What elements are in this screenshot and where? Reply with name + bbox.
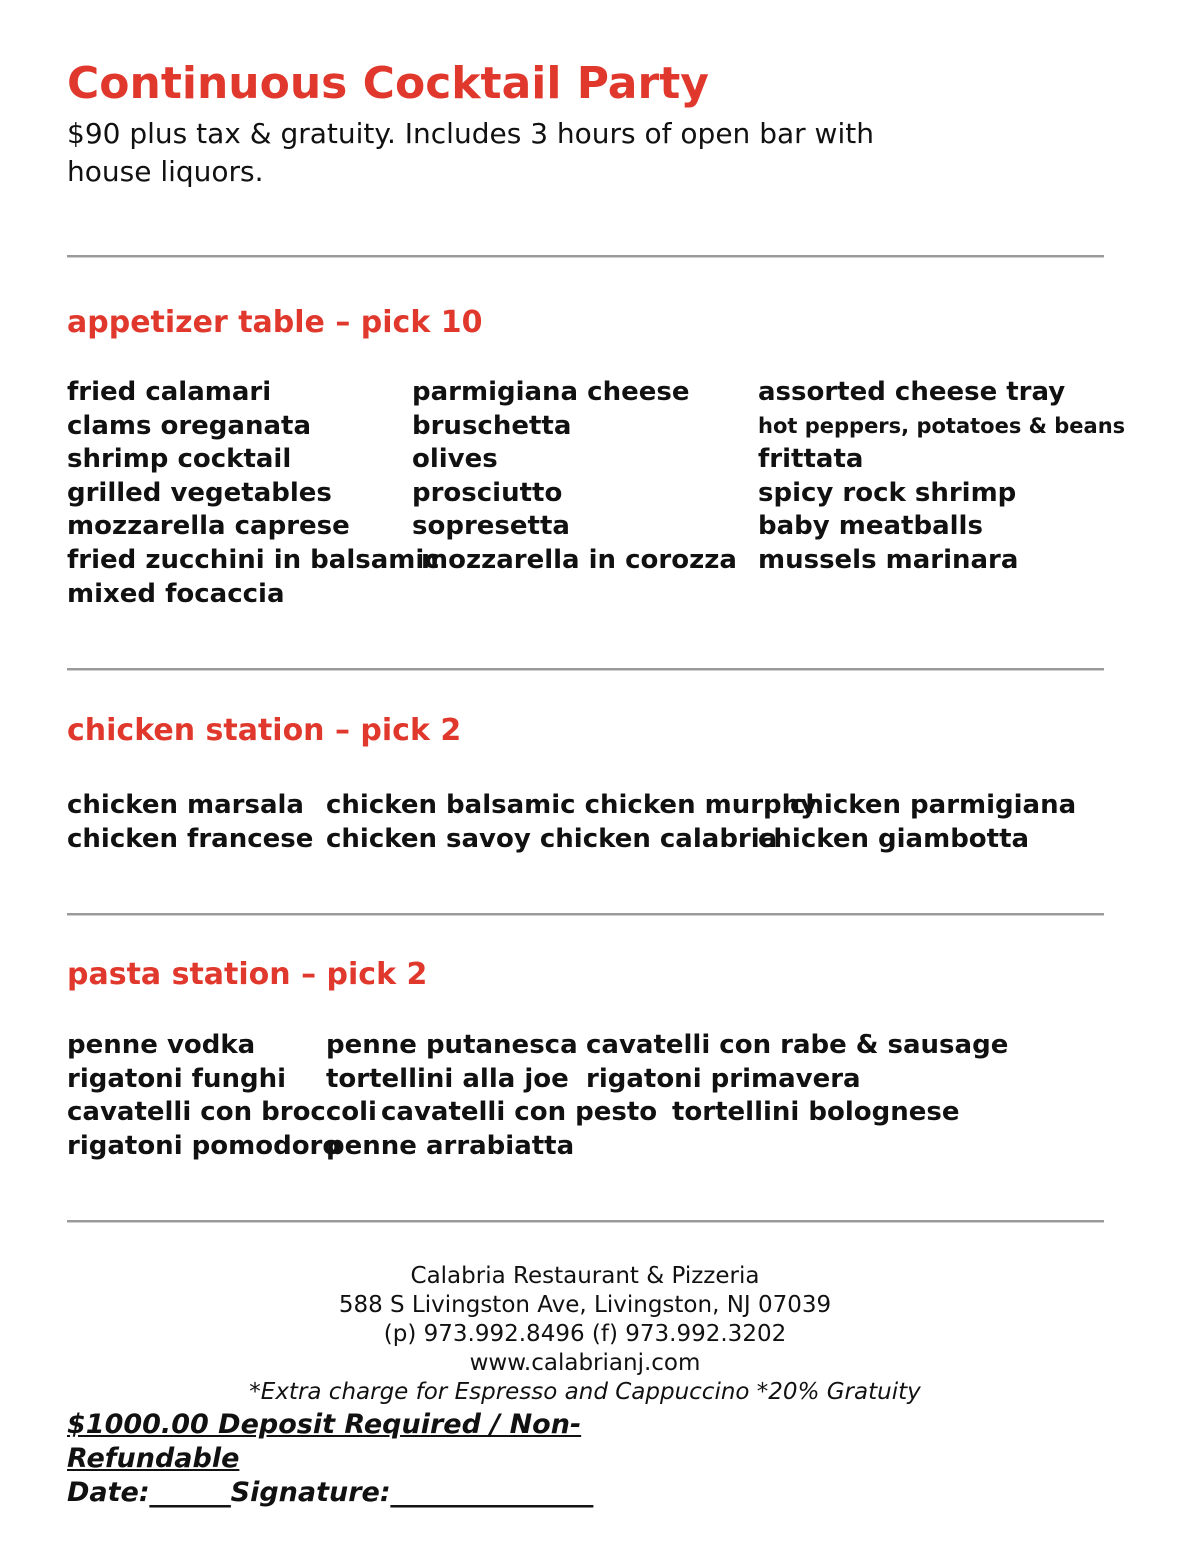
list-item: rigatoni pomodoro	[67, 1130, 341, 1161]
divider	[67, 1220, 1104, 1222]
pasta-row	[67, 1130, 1107, 1164]
list-item: baby meatballs	[758, 511, 983, 542]
list-item: fried calamari	[67, 377, 272, 407]
list-item: mozzarella in corozza	[421, 544, 737, 575]
deposit-line: $1000.00 Deposit Required / Non-	[67, 1409, 582, 1440]
pasta-heading: pasta station – pick 2	[67, 957, 428, 992]
list-item: penne putanesca	[326, 1030, 578, 1060]
list-item: rigatoni funghi	[67, 1063, 287, 1094]
divider	[67, 255, 1104, 257]
list-item: cavatelli con pesto	[381, 1097, 658, 1128]
price-description: $90 plus tax & gratuity. Includes 3 hours of open bar with house liquors.	[67, 117, 874, 188]
list-item: prosciutto	[412, 477, 563, 508]
appetizer-column-1	[67, 376, 440, 611]
list-item: mozzarella caprese	[67, 511, 350, 542]
list-item: fried zucchini in balsamic	[67, 544, 440, 575]
deposit-line: Refundable	[67, 1443, 240, 1474]
list-item: assorted cheese tray	[758, 377, 1066, 407]
list-item: chicken marsala	[67, 790, 304, 820]
list-item: olives	[412, 444, 498, 475]
restaurant-info	[0, 1262, 1170, 1407]
list-item: parmigiana cheese	[412, 377, 690, 407]
list-item: hot peppers, potatoes & beans	[758, 413, 1126, 438]
list-item: mixed focaccia	[67, 578, 285, 609]
list-item: shrimp cocktail	[67, 444, 292, 475]
chicken-column-2	[326, 789, 817, 856]
list-item: bruschetta	[412, 410, 572, 441]
restaurant-website[interactable]: www.calabrianj.com	[469, 1350, 701, 1376]
pasta-row	[67, 1096, 1107, 1130]
list-item: mussels marinara	[758, 544, 1019, 575]
appetizer-heading: appetizer table – pick 10	[67, 305, 483, 340]
list-item: chicken balsamic chicken murphy	[326, 790, 818, 820]
list-item: tortellini bolognese	[672, 1097, 960, 1128]
divider	[67, 913, 1104, 915]
chicken-column-3	[758, 789, 1076, 856]
page-title: Continuous Cocktail Party	[67, 58, 709, 109]
list-item: clams oreganata	[67, 410, 311, 441]
deposit-notice	[67, 1408, 593, 1510]
list-item: rigatoni primavera	[586, 1063, 861, 1094]
chicken-column-1	[67, 789, 313, 856]
restaurant-phone: (p) 973.992.8496 (f) 973.992.3202	[383, 1321, 787, 1347]
pasta-list	[67, 1029, 1107, 1163]
list-item: cavatelli con broccoli	[67, 1097, 377, 1128]
list-item: grilled vegetables	[67, 477, 332, 508]
pasta-row	[67, 1063, 1107, 1097]
restaurant-name: Calabria Restaurant & Pizzeria	[410, 1263, 760, 1289]
appetizer-column-3	[758, 376, 1125, 578]
list-item: chicken savoy chicken calabria	[326, 823, 778, 854]
pasta-row	[67, 1029, 1107, 1063]
list-item: chicken parmigiana	[790, 790, 1077, 820]
extra-charge-note: *Extra charge for Espresso and Cappuccino *20% Gratuity	[249, 1379, 921, 1405]
list-item: chicken giambotta	[758, 823, 1030, 854]
list-item: cavatelli con rabe & sausage	[586, 1030, 1009, 1060]
list-item: chicken francese	[67, 823, 314, 854]
divider	[67, 668, 1104, 670]
chicken-heading: chicken station – pick 2	[67, 713, 462, 748]
list-item: spicy rock shrimp	[758, 477, 1017, 508]
list-item: frittata	[758, 444, 864, 475]
list-item: penne vodka	[67, 1030, 256, 1060]
appetizer-column-2	[412, 376, 737, 578]
list-item: penne arrabiatta	[326, 1130, 575, 1161]
list-item: sopresetta	[412, 511, 570, 542]
signature-line: Date:______Signature:_______________	[67, 1477, 594, 1508]
list-item: tortellini alla joe	[326, 1063, 569, 1094]
restaurant-address: 588 S Livingston Ave, Livingston, NJ 07039	[338, 1292, 832, 1318]
